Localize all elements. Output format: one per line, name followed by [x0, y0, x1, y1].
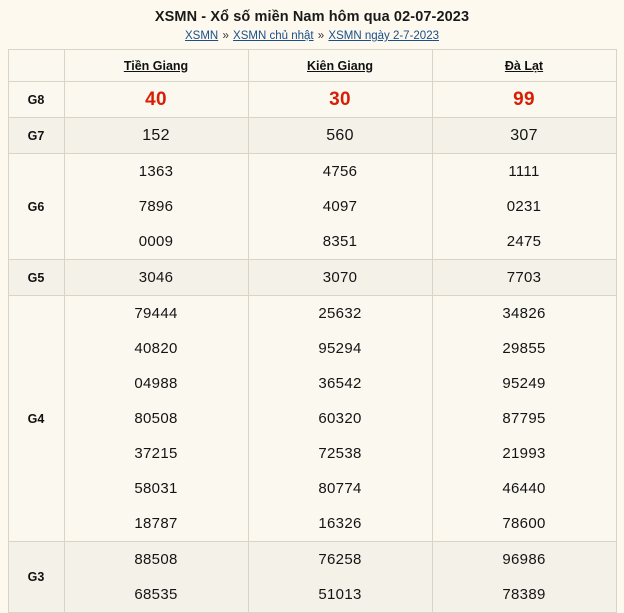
prize-value-g6-c1-r3: 0009 [64, 224, 248, 260]
table-row [8, 296, 616, 332]
prize-value-g4-c1-r7: 18787 [64, 506, 248, 542]
prize-value-g7-c1: 152 [64, 118, 248, 154]
prize-value-g4-c1-r5: 37215 [64, 436, 248, 471]
prize-value-g6-c3-r1: 1111 [432, 154, 616, 190]
table-row [8, 331, 616, 366]
breadcrumb-item-1[interactable]: XSMN [185, 30, 219, 42]
table-row [8, 189, 616, 224]
prize-value-g4-c2-r2: 95294 [248, 331, 432, 366]
prize-value-g5-c1: 3046 [64, 260, 248, 296]
prize-value-g4-c1-r6: 58031 [64, 471, 248, 506]
prize-value-g4-c1-r4: 80508 [64, 401, 248, 436]
table-header-row [8, 50, 616, 82]
prize-label-g5: G5 [8, 260, 64, 296]
table-row [8, 154, 616, 190]
table-row [8, 577, 616, 613]
prize-value-g3-c3-r2: 78389 [432, 577, 616, 613]
prize-value-g4-c2-r3: 36542 [248, 366, 432, 401]
prize-value-g4-c1-r3: 04988 [64, 366, 248, 401]
page-title: XSMN - Xổ số miền Nam hôm qua 02-07-2023 [154, 9, 470, 25]
prize-value-g5-c2: 3070 [248, 260, 432, 296]
prize-value-g3-c1-r2: 68535 [64, 577, 248, 613]
prize-value-g3-c2-r1: 76258 [248, 542, 432, 578]
prize-label-g6: G6 [8, 154, 64, 260]
prize-value-g6-c2-r3: 8351 [248, 224, 432, 260]
prize-value-g4-c2-r4: 60320 [248, 401, 432, 436]
prize-label-g3: G3 [8, 542, 64, 613]
prize-value-g6-c1-r1: 1363 [64, 154, 248, 190]
table-row [8, 82, 616, 118]
prize-value-g7-c3: 307 [432, 118, 616, 154]
prize-value-g7-c2: 560 [248, 118, 432, 154]
prize-value-g4-c3-r2: 29855 [432, 331, 616, 366]
prize-value-g3-c2-r2: 51013 [248, 577, 432, 613]
prize-value-g4-c3-r1: 34826 [432, 296, 616, 332]
table-row [8, 118, 616, 154]
table-row [8, 436, 616, 471]
prize-value-g6-c3-r3: 2475 [432, 224, 616, 260]
prize-label-g8: G8 [8, 82, 64, 118]
breadcrumb-separator-2: » [317, 30, 325, 42]
prize-value-g8-c2: 30 [248, 82, 432, 118]
prize-value-g4-c2-r6: 80774 [248, 471, 432, 506]
column-header-label: Đà Lạt [504, 58, 544, 73]
prize-value-g8-c1: 40 [64, 82, 248, 118]
prize-value-g3-c1-r1: 88508 [64, 542, 248, 578]
prize-value-g6-c1-r2: 7896 [64, 189, 248, 224]
column-header-province-1 [64, 50, 248, 82]
column-header-label: Kiên Giang [307, 58, 373, 73]
prize-value-g4-c2-r1: 25632 [248, 296, 432, 332]
table-row [8, 471, 616, 506]
breadcrumb-item-3[interactable]: XSMN ngày 2-7-2023 [328, 30, 439, 42]
table-row [8, 366, 616, 401]
column-header-label: Tiền Giang [123, 58, 189, 73]
prize-value-g5-c3: 7703 [432, 260, 616, 296]
prize-value-g4-c1-r1: 79444 [64, 296, 248, 332]
prize-value-g4-c3-r4: 87795 [432, 401, 616, 436]
prize-value-g4-c1-r2: 40820 [64, 331, 248, 366]
prize-label-g7: G7 [8, 118, 64, 154]
table-row [8, 542, 616, 578]
prize-value-g4-c3-r7: 78600 [432, 506, 616, 542]
prize-value-g6-c3-r2: 0231 [432, 189, 616, 224]
column-header-province-3 [432, 50, 616, 82]
prize-value-g4-c3-r5: 21993 [432, 436, 616, 471]
prize-value-g4-c3-r6: 46440 [432, 471, 616, 506]
table-row [8, 506, 616, 542]
header-corner [8, 50, 64, 82]
prize-value-g4-c2-r5: 72538 [248, 436, 432, 471]
table-row [8, 224, 616, 260]
column-header-province-2 [248, 50, 432, 82]
table-row [8, 260, 616, 296]
prize-value-g3-c3-r1: 96986 [432, 542, 616, 578]
prize-label-g4: G4 [8, 296, 64, 542]
prize-value-g6-c2-r1: 4756 [248, 154, 432, 190]
prize-value-g4-c2-r7: 16326 [248, 506, 432, 542]
breadcrumb-item-2[interactable]: XSMN chủ nhật [233, 30, 314, 42]
table-row [8, 401, 616, 436]
breadcrumb-separator-1: » [222, 30, 229, 42]
prize-value-g6-c2-r2: 4097 [248, 189, 432, 224]
prize-value-g4-c3-r3: 95249 [432, 366, 616, 401]
results-table [8, 49, 617, 613]
breadcrumb [0, 25, 624, 49]
prize-value-g8-c3: 99 [432, 82, 616, 118]
